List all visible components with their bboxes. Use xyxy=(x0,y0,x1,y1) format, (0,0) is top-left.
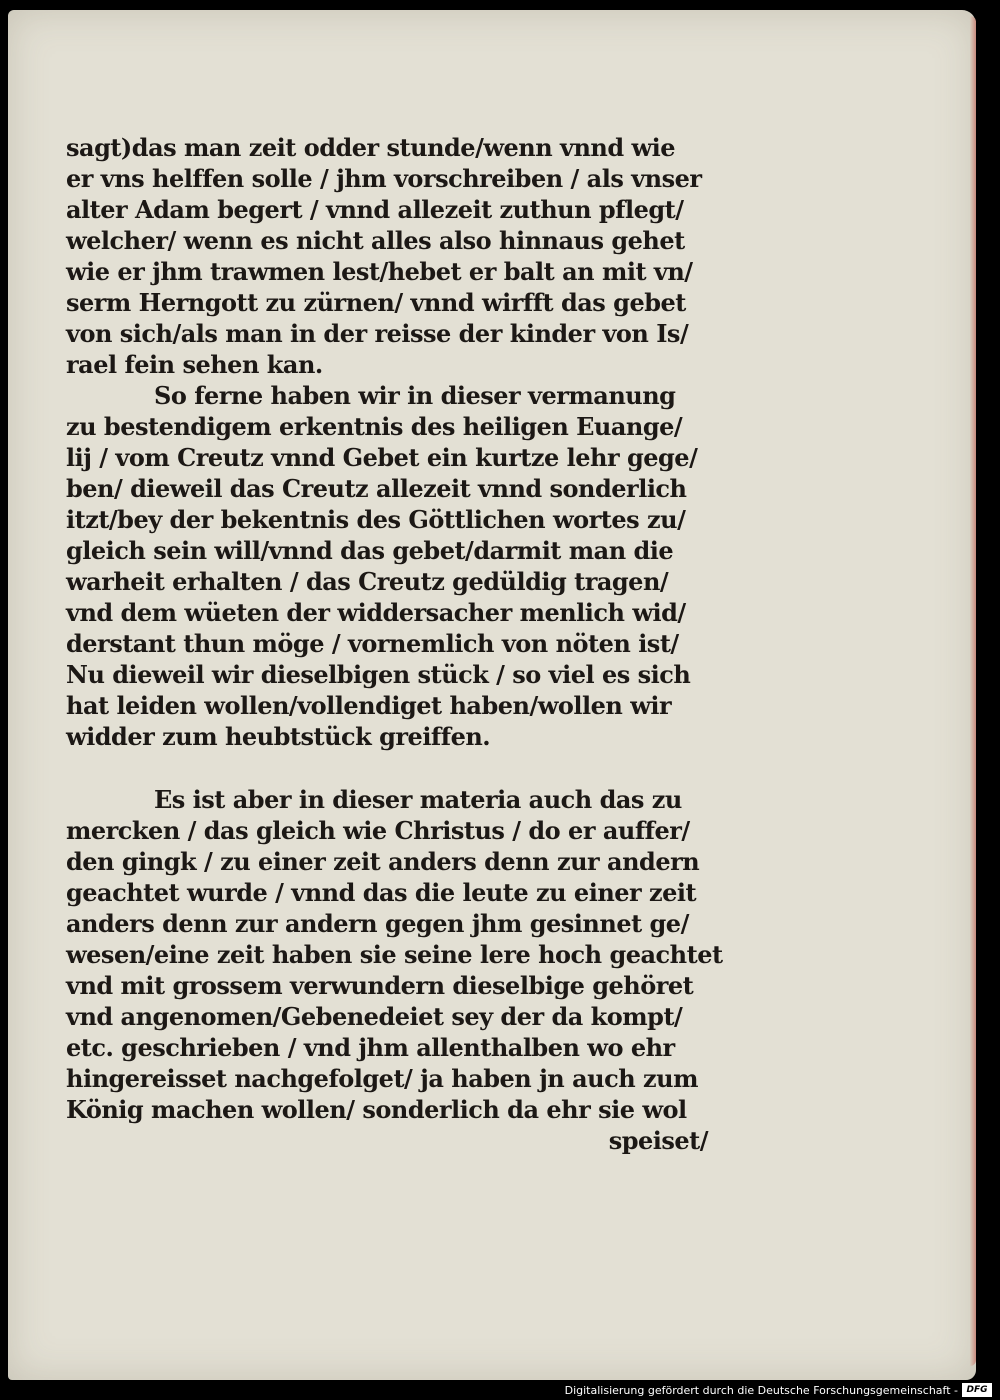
text-line: hingereisset nachgefolget/ ja haben jn auch zum xyxy=(66,1064,698,1093)
text-line: vnd dem wüeten der widdersacher menlich wid/ xyxy=(66,598,686,627)
text-line: itzt/bey der bekentnis des Göttlichen wortes zu/ xyxy=(66,505,686,534)
paragraph-first-line: So ferne haben wir in dieser vermanung xyxy=(154,381,676,410)
text-line: etc. geschrieben / vnd jhm allenthalben wo ehr xyxy=(66,1033,675,1062)
book-page xyxy=(8,10,976,1380)
text-line: widder zum heubtstück greiffen. xyxy=(66,722,491,751)
text-line: wesen/eine zeit haben sie seine lere hoch geachtet xyxy=(66,940,723,969)
text-line: welcher/ wenn es nicht alles also hinnaus gehet xyxy=(66,226,685,255)
page-text xyxy=(66,132,726,1156)
funding-credit: Digitalisierung gefördert durch die Deutsche Forschungsgemeinschaft - xyxy=(564,1384,958,1397)
text-line: von sich/als man in der reisse der kinder von Is/ xyxy=(66,319,689,348)
text-line: ben/ dieweil das Creutz allezeit vnnd sonderlich xyxy=(66,474,687,503)
paragraph-first-line: Es ist aber in dieser materia auch das zu xyxy=(154,785,682,814)
text-line: zu bestendigem erkentnis des heiligen Euange/ xyxy=(66,412,683,441)
text-line: rael fein sehen kan. xyxy=(66,350,323,379)
text-line: vnd mit grossem verwundern dieselbige gehöret xyxy=(66,971,694,1000)
text-line: warheit erhalten / das Creutz gedüldig tragen/ xyxy=(66,567,669,596)
text-line: alter Adam begert / vnnd allezeit zuthun pflegt/ xyxy=(66,195,684,224)
catchword: speiset/ xyxy=(608,1126,708,1155)
footer-bar xyxy=(0,1380,1000,1400)
text-line: geachtet wurde / vnnd das die leute zu einer zeit xyxy=(66,878,697,907)
text-line: serm Herngott zu zürnen/ vnnd wirfft das gebet xyxy=(66,288,686,317)
dfg-logo: DFG xyxy=(962,1383,992,1397)
text-line: wie er jhm trawmen lest/hebet er balt an mit vn/ xyxy=(66,257,693,286)
text-line: er vns helffen solle / jhm vorschreiben / als vnser xyxy=(66,164,702,193)
text-line: sagt)das man zeit odder stunde/wenn vnnd wie xyxy=(66,133,676,162)
text-line: vnd angenomen/Gebenedeiet sey der da kompt/ xyxy=(66,1002,683,1031)
text-line: hat leiden wollen/vollendiget haben/wollen wir xyxy=(66,691,672,720)
text-line: Nu dieweil wir dieselbigen stück / so viel es sich xyxy=(66,660,691,689)
text-line: gleich sein will/vnnd das gebet/darmit man die xyxy=(66,536,674,565)
text-line: König machen wollen/ sonderlich da ehr sie wol xyxy=(66,1095,687,1124)
text-line: derstant thun möge / vornemlich von nöten ist/ xyxy=(66,629,679,658)
text-line: lij / vom Creutz vnnd Gebet ein kurtze lehr gege/ xyxy=(66,443,698,472)
paragraph-gap xyxy=(66,752,726,784)
text-line: mercken / das gleich wie Christus / do er auffer/ xyxy=(66,816,690,845)
text-line: den gingk / zu einer zeit anders denn zur andern xyxy=(66,847,700,876)
page-edge xyxy=(970,16,976,1366)
text-line: anders denn zur andern gegen jhm gesinnet ge/ xyxy=(66,909,689,938)
